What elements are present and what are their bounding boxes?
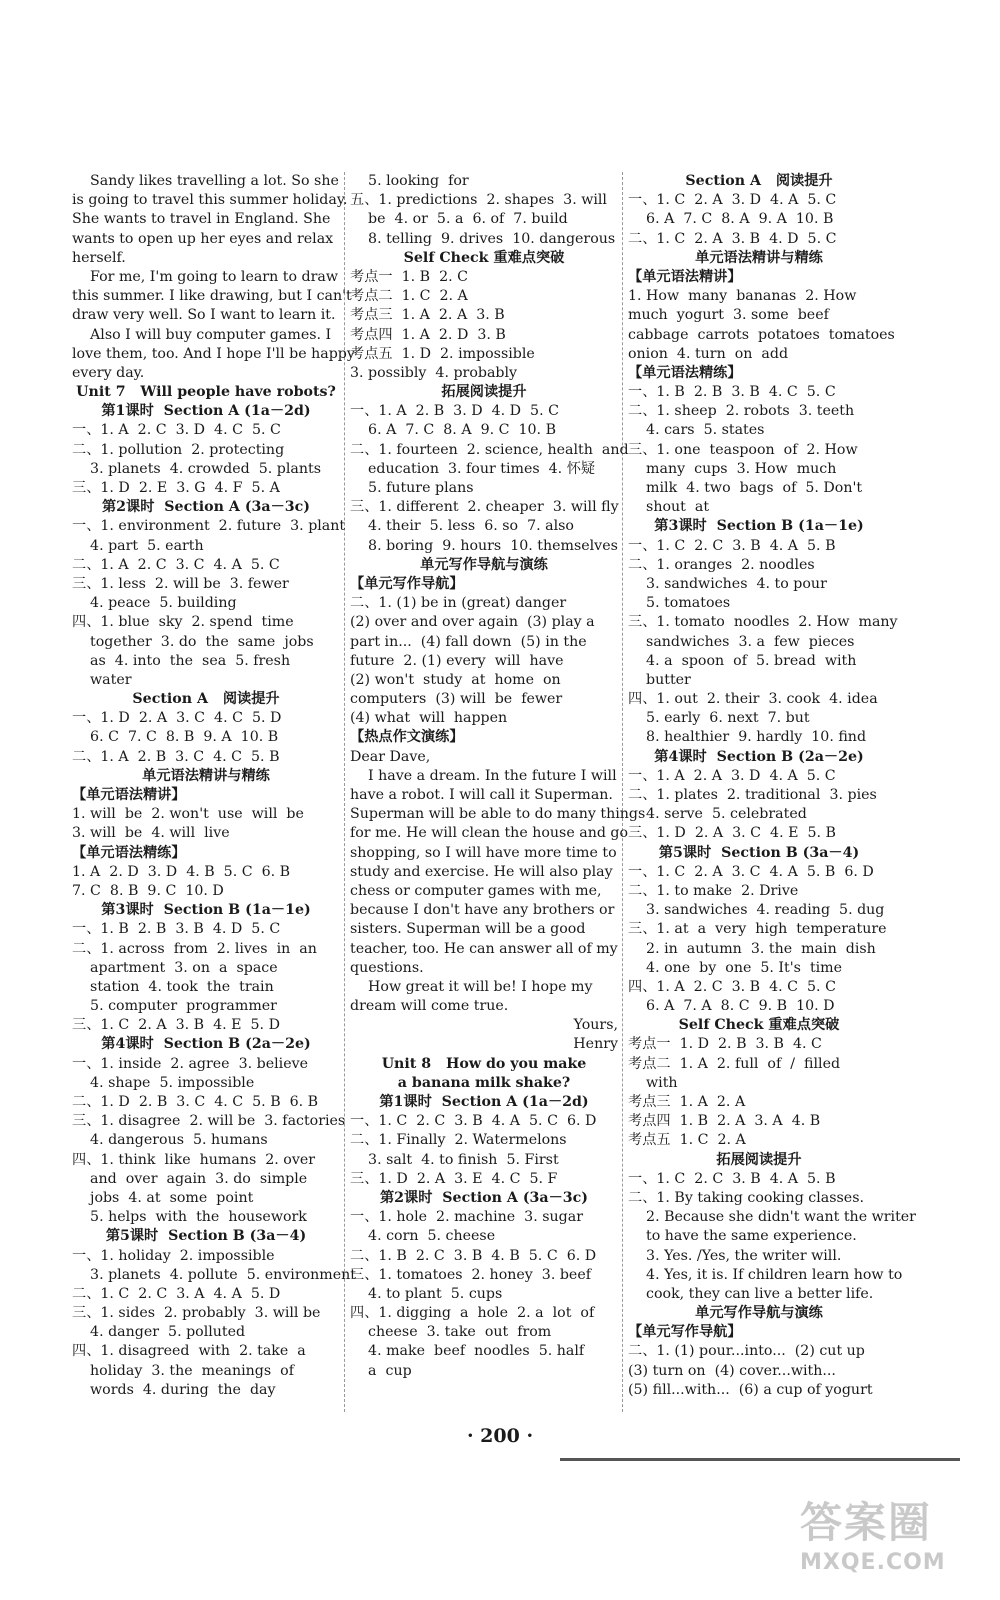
section-heading: 拓展阅读提升 [716, 1151, 802, 1168]
subsection-label: 【单元写作导航】 [350, 575, 464, 592]
answer-line: 二、1. (1) pour...into... (2) cut up [628, 1343, 865, 1360]
answer-line: dream will come true. [350, 998, 509, 1015]
answer-line: 2. in autumn 3. the main dish [628, 940, 876, 957]
answer-line: 三、1. C 2. A 3. B 4. E 5. D [72, 1017, 280, 1034]
answer-line: 一、1. B 2. B 3. B 4. C 5. C [628, 384, 836, 401]
answer-line: words 4. during the day [72, 1381, 276, 1398]
answer-line: 4. corn 5. cheese [350, 1228, 496, 1245]
answer-line: 三、1. D 2. E 3. G 4. F 5. A [72, 480, 280, 496]
answer-line: be 4. or 5. a 6. of 7. build [350, 211, 568, 228]
answer-line: sandwiches 3. a few pieces [628, 633, 855, 650]
answer-line: study and exercise. He will also play [350, 863, 613, 880]
answer-line: 一、1. hole 2. machine 3. sugar [350, 1209, 583, 1226]
answer-line: 一、1. C 2. C 3. B 4. A 5. C 6. D [350, 1113, 597, 1130]
answer-line: much yogurt 3. some beef [628, 307, 829, 324]
answer-line: 4. make beef noodles 5. half [350, 1343, 585, 1360]
answer-line: 4. one by one 5. It's time [628, 959, 843, 976]
answer-line: (4) what will happen [350, 710, 508, 727]
answer-line: 8. healthier 9. hardly 10. find [628, 729, 867, 746]
answer-line: because I don't have any brothers or [350, 902, 615, 919]
subsection-label: 【热点作文演练】 [350, 729, 464, 746]
answer-line: 7. C 8. B 9. C 10. D [72, 882, 224, 899]
answer-line: 4. serve 5. celebrated [628, 806, 807, 823]
section-heading: 拓展阅读提升 [441, 384, 527, 401]
answer-line: 二、1. B 2. C 3. B 4. B 5. C 6. D [350, 1247, 597, 1264]
answer-line: 二、1. fourteen 2. science, health and [350, 441, 629, 458]
answer-line: 3. sandwiches 4. to pour [628, 575, 827, 592]
answer-line: cabbage carrots potatoes tomatoes [628, 326, 895, 343]
answer-line: (3) turn on (4) cover...with... [628, 1362, 836, 1379]
answer-line: 2. Because she didn't want the writer [628, 1209, 916, 1226]
answer-line: love them, too. And I hope I'll be happy [72, 345, 355, 362]
section-heading: 第4课时 Section B (2a－2e) [654, 748, 864, 765]
answer-line: Sandy likes travelling a lot. So she [72, 173, 339, 189]
watermark-logo-text: 答案圈 [800, 1498, 933, 1547]
section-heading: 第3课时 Section B (1a－1e) [654, 518, 864, 535]
answer-line: education 3. four times 4. 怀疑 [350, 460, 596, 477]
answer-line: cook, they can live a better life. [628, 1285, 874, 1302]
answer-line: for me. He will clean the house and go [350, 825, 629, 842]
answer-line: 一、1. A 2. C 3. D 4. C 5. C [72, 422, 281, 439]
answer-line: with [628, 1074, 678, 1091]
answer-line: milk 4. two bags of 5. Don't [628, 480, 863, 496]
column-divider-2 [622, 172, 623, 1412]
answer-line: 二、1. A 2. C 3. C 4. A 5. C [72, 556, 280, 573]
section-heading: a banana milk shake? [397, 1074, 571, 1091]
subsection-label: 【单元语法精练】 [628, 364, 742, 381]
answer-line: 5. tomatoes [628, 595, 731, 612]
answer-line: 一、1. environment 2. future 3. plant [72, 518, 346, 535]
answer-line: shopping, so I will have more time to [350, 844, 617, 861]
answer-line: 二、1. sheep 2. robots 3. teeth [628, 403, 855, 420]
answer-line: I have a dream. In the future I will [350, 767, 617, 784]
section-heading: 单元写作导航与演练 [695, 1305, 823, 1322]
answer-line: 一、1. A 2. B 3. D 4. D 5. C [350, 403, 559, 420]
answer-line: 1. A 2. D 3. D 4. B 5. C 6. B [72, 863, 291, 880]
answer-line: 考点四 1. B 2. A 3. A 4. B [628, 1113, 821, 1130]
answer-line: 三、1. sides 2. probably 3. will be [72, 1305, 321, 1322]
answer-line: computers (3) will be fewer [350, 691, 563, 708]
answer-line: sisters. Superman will be a good [350, 921, 586, 938]
answer-line: water [72, 671, 132, 688]
section-heading: Self Check 重难点突破 [403, 249, 565, 266]
answer-line: 考点三 1. A 2. A [628, 1094, 746, 1110]
watermark-domain: MXQE.COM [800, 1550, 946, 1575]
answer-line: 四、1. disagreed with 2. take a [72, 1343, 306, 1360]
answer-line: 二、1. plates 2. traditional 3. pies [628, 787, 877, 803]
answer-line: and over again 3. do simple [72, 1170, 308, 1187]
section-heading: 第2课时 Section A (3a－3c) [101, 499, 311, 516]
answer-line: 五、1. predictions 2. shapes 3. will [350, 192, 607, 209]
answer-line: 四、1. digging a hole 2. a lot of [350, 1305, 595, 1322]
answer-line: to have the same experience. [628, 1228, 857, 1245]
answer-line: 3. sandwiches 4. reading 5. dug [628, 902, 885, 919]
section-heading: Section A 阅读提升 [685, 173, 833, 189]
answer-line: 三、1. at a very high temperature [628, 921, 887, 938]
answer-line: 1. will be 2. won't use will be [72, 806, 304, 823]
answer-line: Henry [573, 1036, 618, 1053]
answer-line: is going to travel this summer holiday. [72, 192, 348, 209]
answer-line: together 3. do the same jobs [72, 633, 314, 650]
answer-line: 二、1. Finally 2. Watermelons [350, 1132, 567, 1149]
answer-line: 4. peace 5. building [72, 595, 237, 612]
answer-line: 四、1. blue sky 2. spend time [72, 614, 294, 631]
answer-line: She wants to travel in England. She [72, 211, 331, 228]
answer-line: 8. boring 9. hours 10. themselves [350, 537, 618, 554]
answer-line: have a robot. I will call it Superman. [350, 787, 613, 803]
answer-line: 5. looking for [350, 173, 469, 189]
section-heading: Self Check 重难点突破 [678, 1017, 840, 1034]
answer-line: Superman will be able to do many things [350, 806, 646, 823]
answer-line: 4. to plant 5. cups [350, 1285, 503, 1302]
answer-line: 二、1. By taking cooking classes. [628, 1189, 864, 1206]
answer-line: 6. A 7. C 8. A 9. C 10. B [350, 422, 557, 439]
answer-line: For me, I'm going to learn to draw [72, 268, 338, 285]
answer-line: 3. will be 4. will live [72, 825, 230, 842]
section-heading: 单元语法精讲与精练 [695, 249, 823, 266]
answer-line: 一、1. inside 2. agree 3. believe [72, 1055, 308, 1072]
answer-line: 考点二 1. C 2. A [350, 288, 468, 305]
subsection-label: 【单元语法精讲】 [72, 787, 186, 803]
section-heading: Unit 7 Will people have robots? [76, 384, 336, 401]
section-heading: 第3课时 Section B (1a－1e) [101, 902, 311, 919]
answer-line: 二、1. oranges 2. noodles [628, 556, 815, 573]
answer-line: butter [628, 671, 691, 688]
subsection-label: 【单元语法精讲】 [628, 268, 742, 285]
section-heading: 第5课时 Section B (3a－4) [658, 844, 860, 861]
answer-line: 5. early 6. next 7. but [628, 710, 810, 727]
section-heading: 第5课时 Section B (3a－4) [105, 1228, 307, 1245]
answer-line: (5) fill...with... (6) a cup of yogurt [628, 1381, 873, 1398]
answer-line: 三、1. tomatoes 2. honey 3. beef [350, 1266, 591, 1283]
answer-line: 二、1. A 2. B 3. C 4. C 5. B [72, 748, 280, 765]
answer-line: jobs 4. at some point [72, 1189, 254, 1206]
answer-line: 3. Yes. /Yes, the writer will. [628, 1247, 842, 1264]
answer-line: 一、1. C 2. C 3. B 4. A 5. B [628, 1170, 836, 1187]
answer-line: 二、1. (1) be in (great) danger [350, 595, 567, 612]
answer-line: 四、1. out 2. their 3. cook 4. idea [628, 691, 878, 708]
answer-line: chess or computer games with me, [350, 882, 602, 899]
answer-line: 二、1. pollution 2. protecting [72, 441, 285, 458]
answer-line: (2) won't study at home on [350, 671, 561, 688]
answer-line: 4. cars 5. states [628, 422, 765, 439]
section-heading: 第1课时 Section A (1a－2d) [379, 1094, 589, 1110]
answer-line: 考点一 1. D 2. B 3. B 4. C [628, 1036, 822, 1053]
section-heading: 单元写作导航与演练 [420, 556, 548, 573]
answer-line: shout at [628, 499, 710, 516]
answer-line: herself. [72, 249, 126, 266]
answer-line: onion 4. turn on add [628, 345, 789, 362]
answer-line: 考点五 1. C 2. A [628, 1132, 746, 1149]
answer-line: future 2. (1) every will have [350, 652, 564, 669]
answer-line: 考点二 1. A 2. full of / filled [628, 1055, 841, 1072]
subsection-label: 【单元写作导航】 [628, 1324, 742, 1341]
answer-line: station 4. took the train [72, 978, 274, 995]
answer-line: a cup [350, 1362, 412, 1379]
answer-line: apartment 3. on a space [72, 959, 278, 976]
answer-line: 一、1. C 2. C 3. B 4. A 5. B [628, 537, 836, 554]
answer-line: 二、1. D 2. B 3. C 4. C 5. B 6. B [72, 1094, 319, 1110]
answer-line: How great it will be! I hope my [350, 978, 593, 995]
bottom-rule [560, 1458, 960, 1461]
answer-line: 三、1. different 2. cheaper 3. will fly [350, 499, 619, 516]
answer-line: 三、1. one teaspoon of 2. How [628, 441, 858, 458]
answer-line: 6. A 7. A 8. C 9. B 10. D [628, 998, 835, 1015]
answer-line: draw very well. So I want to learn it. [72, 307, 336, 324]
section-heading: 第1课时 Section A (1a－2d) [101, 403, 311, 420]
answer-line: 考点一 1. B 2. C [350, 268, 468, 285]
answer-line: 6. C 7. C 8. B 9. A 10. B [72, 729, 279, 746]
answer-line: 三、1. tomato noodles 2. How many [628, 614, 898, 631]
answer-line: 四、1. A 2. C 3. B 4. C 5. C [628, 978, 836, 995]
answer-line: 二、1. across from 2. lives in an [72, 940, 317, 957]
site-watermark [800, 1490, 980, 1575]
answer-line: 一、1. holiday 2. impossible [72, 1247, 275, 1264]
answer-line: Yours, [573, 1017, 618, 1034]
answer-line: part in... (4) fall down (5) in the [350, 633, 587, 650]
answer-line: 3. planets 4. pollute 5. environment [72, 1266, 356, 1283]
answer-line: 5. computer programmer [72, 998, 277, 1015]
answer-line: 一、1. A 2. A 3. D 4. A 5. C [628, 767, 836, 784]
answer-line: 6. A 7. C 8. A 9. A 10. B [628, 211, 834, 228]
page-number: · 200 · [466, 1425, 534, 1447]
answer-line: every day. [72, 364, 145, 381]
answer-line: Also I will buy computer games. I [72, 326, 332, 343]
answer-line: 考点四 1. A 2. D 3. B [350, 326, 506, 343]
answer-line: 3. possibly 4. probably [350, 364, 518, 381]
answer-line: as 4. into the sea 5. fresh [72, 652, 291, 669]
answer-column-2 [350, 172, 646, 1381]
answer-line: 8. telling 9. drives 10. dangerous [350, 230, 616, 247]
answer-line: many cups 3. How much [628, 460, 837, 477]
section-heading: 单元语法精讲与精练 [142, 767, 270, 784]
answer-line: 5. helps with the housework [72, 1209, 307, 1226]
section-heading: 第4课时 Section B (2a－2e) [101, 1036, 311, 1053]
answer-line: 3. salt 4. to finish 5. First [350, 1151, 559, 1168]
answer-line: 三、1. D 2. A 3. E 4. C 5. F [350, 1170, 558, 1187]
answer-line: 4. shape 5. impossible [72, 1074, 255, 1091]
answer-line: (2) over and over again (3) play a [350, 614, 595, 631]
answer-line: 一、1. C 2. A 3. D 4. A 5. C [628, 192, 837, 209]
answer-line: 三、1. less 2. will be 3. fewer [72, 575, 289, 592]
answer-line: 考点三 1. A 2. A 3. B [350, 307, 505, 324]
answer-line: Dear Dave, [350, 748, 431, 765]
answer-line: 4. dangerous 5. humans [72, 1132, 268, 1149]
answer-line: questions. [350, 959, 424, 976]
answer-line: cheese 3. take out from [350, 1324, 552, 1341]
answer-line: 4. Yes, it is. If children learn how to [628, 1266, 903, 1283]
answer-line: 考点五 1. D 2. impossible [350, 345, 535, 362]
answer-column-1 [72, 172, 356, 1400]
answer-line: 二、1. C 2. A 3. B 4. D 5. C [628, 230, 837, 247]
answer-line: this summer. I like drawing, but I can't [72, 288, 352, 305]
answer-line: teacher, too. He can answer all of my [350, 940, 618, 957]
answer-line: 3. planets 4. crowded 5. plants [72, 460, 321, 477]
answer-line: holiday 3. the meanings of [72, 1362, 294, 1379]
answer-line: wants to open up her eyes and relax [72, 230, 334, 247]
section-heading: Section A 阅读提升 [132, 691, 280, 708]
answer-line: 一、1. B 2. B 3. B 4. D 5. C [72, 921, 281, 938]
section-heading: Unit 8 How do you make [381, 1055, 587, 1072]
answer-line: 4. part 5. earth [72, 537, 204, 554]
answer-line: 一、1. C 2. A 3. C 4. A 5. B 6. D [628, 863, 874, 880]
section-heading: 第2课时 Section A (3a－3c) [379, 1189, 589, 1206]
answer-line: 4. a spoon of 5. bread with [628, 652, 857, 669]
answer-line: 四、1. think like humans 2. over [72, 1151, 316, 1168]
answer-line: 4. danger 5. polluted [72, 1324, 246, 1341]
answer-line: 4. their 5. less 6. so 7. also [350, 518, 574, 535]
answer-line: 一、1. D 2. A 3. C 4. C 5. D [72, 710, 282, 727]
subsection-label: 【单元语法精练】 [72, 844, 186, 861]
answer-line: 三、1. D 2. A 3. C 4. E 5. B [628, 825, 836, 842]
answer-line: 5. future plans [350, 480, 474, 496]
answer-line: 二、1. to make 2. Drive [628, 882, 799, 899]
answer-line: 三、1. disagree 2. will be 3. factories [72, 1113, 346, 1130]
answer-line: 1. How many bananas 2. How [628, 288, 857, 305]
answer-line: 二、1. C 2. C 3. A 4. A 5. D [72, 1285, 281, 1302]
answer-column-3 [628, 172, 916, 1400]
